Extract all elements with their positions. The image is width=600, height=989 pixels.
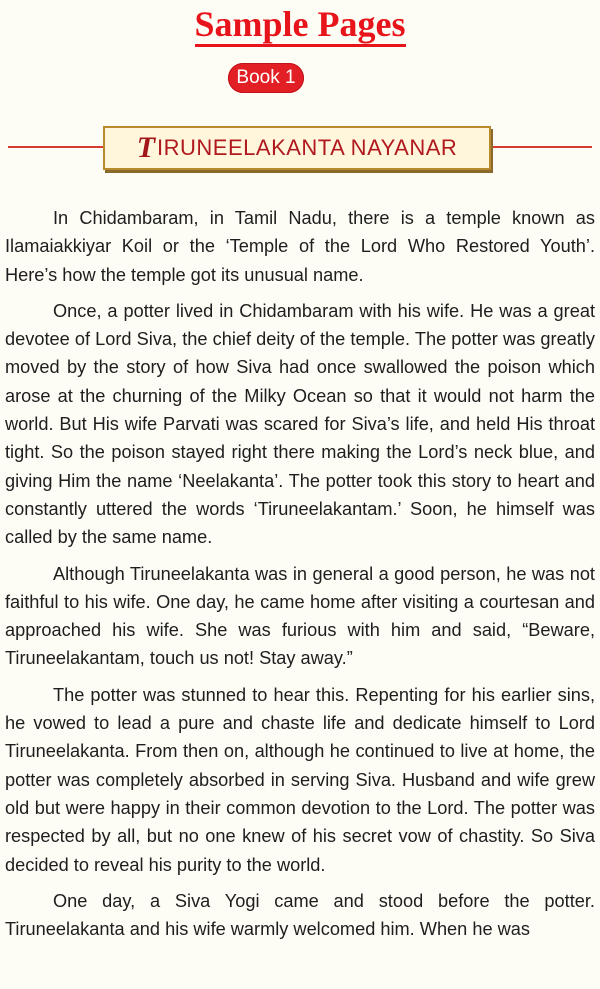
page-header [0, 0, 600, 128]
paragraph-4: The potter was stunned to hear this. Repenting for his earlier sins, he vowed to lead a pure and chaste life and dedicate himself to Lord Tiruneelakanta. From then on, although he continued to live at home, the potter was completely absorbed in serving Siva. Husband and wife grew old but were happy in their common devotion to the Lord. The potter was respected by all, but no one knew of his secret vow of chastity. So Siva decided to reveal his purity to the world. [5, 684, 595, 875]
paragraph-1: In Chidambaram, in Tamil Nadu, there is a temple known as Ilamaiakkiyar Koil or the ‘Temple of the Lord Who Restored Youth’. Here’s how the temple got its unusual name. [5, 208, 595, 285]
sample-pages-heading [0, 2, 600, 46]
paragraph-2: Once, a potter lived in Chidambaram with his wife. He was a great devotee of Lord Siva, the chief deity of the temple. The potter was greatly moved by the story of how Siva had once swallowed the poison which arose at the churning of the Milky Ocean so that it would not harm the world. But His wife Parvati was scared for Siva’s life, and held His throat tight. So the poison stayed right there making the Lord’s neck blue, and giving Him the name ‘Neelakanta’. The potter took this story to heart and constantly uttered the words ‘Tiruneelakantam.’ Soon, he himself was called by the same name. [5, 300, 595, 548]
chapter-title-initial: T [136, 131, 156, 164]
paragraph-5: One day, a Siva Yogi came and stood before the potter. Tiruneelakanta and his wife warmly welcomed him. When he was [5, 890, 595, 940]
chapter-title: IRUNEELAKANTA NAYANAR [157, 135, 458, 160]
sample-pages-title: Sample Pages [195, 4, 406, 47]
chapter-title-box [103, 126, 491, 170]
story-body [5, 204, 595, 951]
paragraph-3: Although Tiruneelakanta was in general a good person, he was not faithful to his wife. One day, he came home after visiting a courtesan and approached his wife. She was furious with him and said, “Beware, Tiruneelakantam, touch us not! Stay away.” [5, 563, 595, 669]
book-badge: Book 1 [228, 63, 304, 93]
